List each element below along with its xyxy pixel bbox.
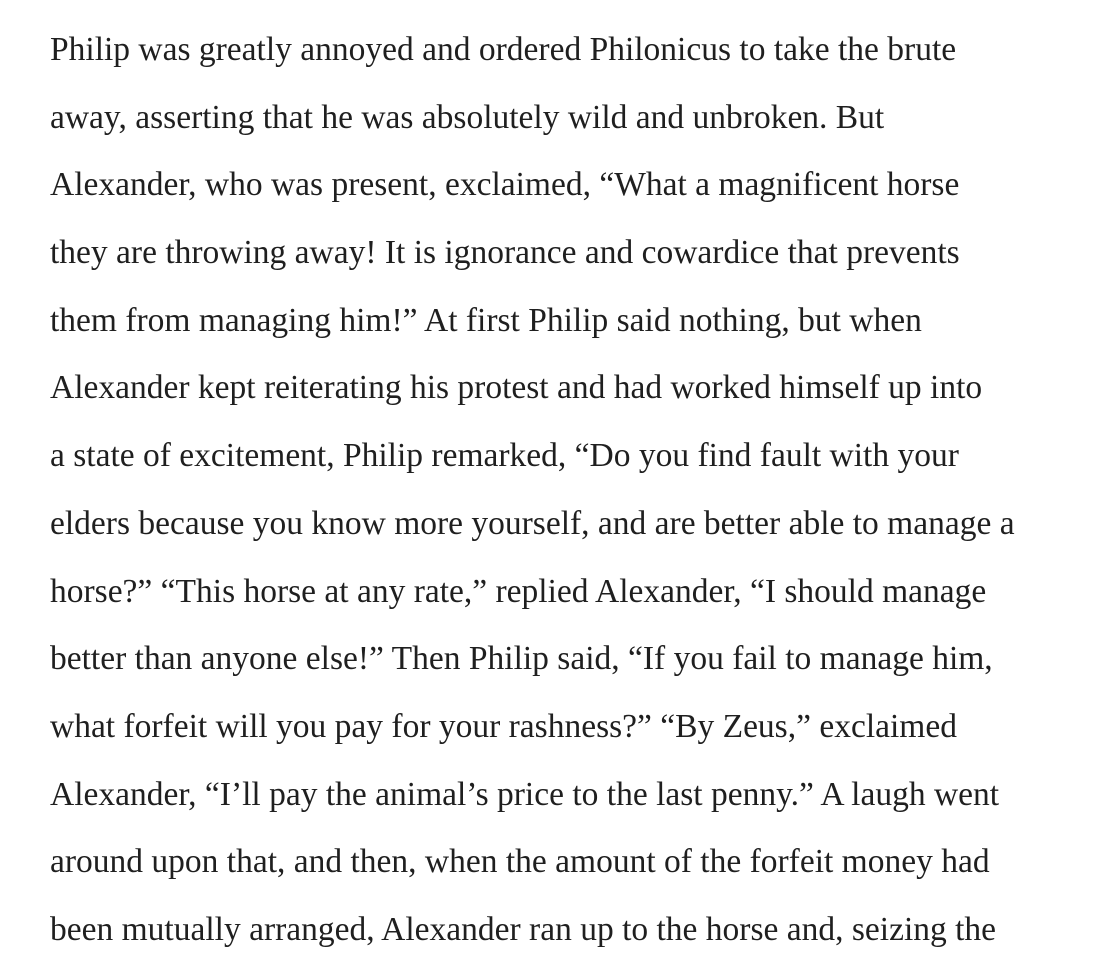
text-line-9: horse?” “This horse at any rate,” replied Alexander, “I should manage bbox=[50, 572, 987, 610]
text-line-12: Alexander, “I’ll pay the animal’s price to the last penny.” A laugh went bbox=[50, 775, 1000, 813]
text-line-8: elders because you know more yourself, and are better able to manage a bbox=[50, 504, 1015, 542]
text-line-6: Alexander kept reiterating his protest and had worked himself up into bbox=[50, 369, 983, 407]
text-line-1: Philip was greatly annoyed and ordered Philonicus to take the brute bbox=[50, 31, 957, 68]
body-paragraph bbox=[50, 16, 1090, 964]
text-line-10: better than anyone else!” Then Philip said, “If you fail to manage him, bbox=[50, 640, 993, 678]
text-line-14: been mutually arranged, Alexander ran up to the horse and, seizing the bbox=[50, 910, 997, 948]
text-line-2: away, asserting that he was absolutely wild and unbroken. But bbox=[50, 98, 885, 136]
text-line-7: a state of excitement, Philip remarked, “Do you find fault with your bbox=[50, 437, 959, 475]
text-line-5: them from managing him!” At first Philip said nothing, but when bbox=[50, 301, 922, 339]
text-line-13: around upon that, and then, when the amount of the forfeit money had bbox=[50, 843, 990, 881]
text-line-3: Alexander, who was present, exclaimed, “What a magnificent horse bbox=[50, 166, 960, 204]
text-line-4: they are throwing away! It is ignorance and cowardice that prevents bbox=[50, 234, 960, 272]
text-line-11: what forfeit will you pay for your rashness?” “By Zeus,” exclaimed bbox=[50, 707, 957, 745]
